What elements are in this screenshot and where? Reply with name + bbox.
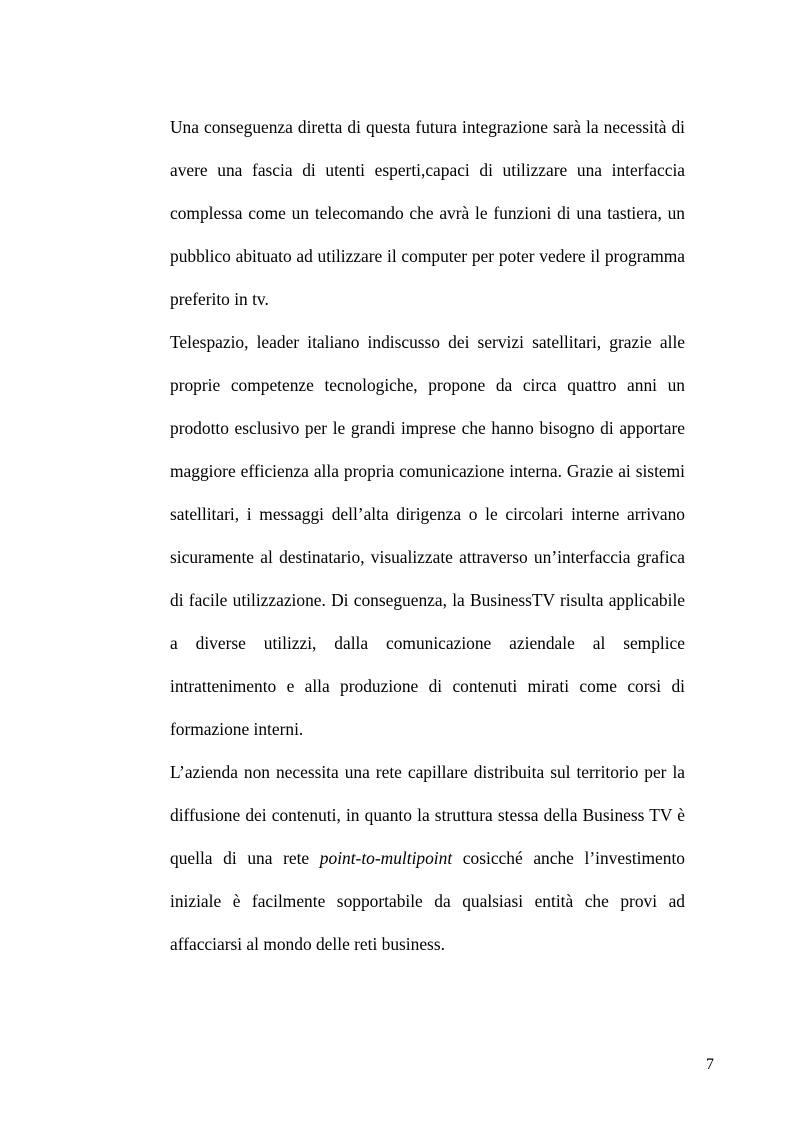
paragraph-1-text: Una conseguenza diretta di questa futura integrazione sarà la necessità di avere una fascia di utenti esperti,capaci di utilizzare una interfaccia complessa come un telecomando che avrà le funzioni di una tastiera, un pubblico abituato ad utilizzare il computer per poter vedere il programma preferito in tv. bbox=[170, 117, 685, 309]
paragraph-3 bbox=[170, 751, 685, 966]
paragraph-2-text: Telespazio, leader italiano indiscusso dei servizi satellitari, grazie alle proprie competenze tecnologiche, propone da circa quattro anni un prodotto esclusivo per le grandi imprese che hanno bisogno di apportare maggiore efficienza alla propria comunicazione interna. Grazie ai sistemi satellitari, i messaggi dell’alta dirigenza o le circolari interne arrivano sicuramente al destinatario, visualizzate attraverso un’interfaccia grafica di facile utilizzazione. Di conseguenza, la BusinessTV risulta applicabile a diverse utilizzi, dalla comunicazione aziendale al semplice intrattenimento e alla produzione di contenuti mirati come corsi di formazione interni. bbox=[170, 332, 685, 739]
paragraph-1 bbox=[170, 106, 685, 321]
paragraph-3-text-end: cosicché anche l’investimento iniziale è facilmente sopportabile da qualsiasi entità che provi ad affacciarsi al mondo delle reti business. bbox=[170, 848, 685, 954]
paragraph-3-emphasis: point-to-multipoint bbox=[319, 848, 453, 868]
paragraph-3-text-start: L’azienda non necessita una rete capillare distribuita sul territorio per la diffusione dei contenuti, in quanto la struttura stessa della Business TV è quella di una rete bbox=[170, 762, 685, 868]
page-number: 7 bbox=[706, 1056, 714, 1073]
paragraph-2 bbox=[170, 321, 685, 751]
body-text bbox=[170, 106, 685, 966]
